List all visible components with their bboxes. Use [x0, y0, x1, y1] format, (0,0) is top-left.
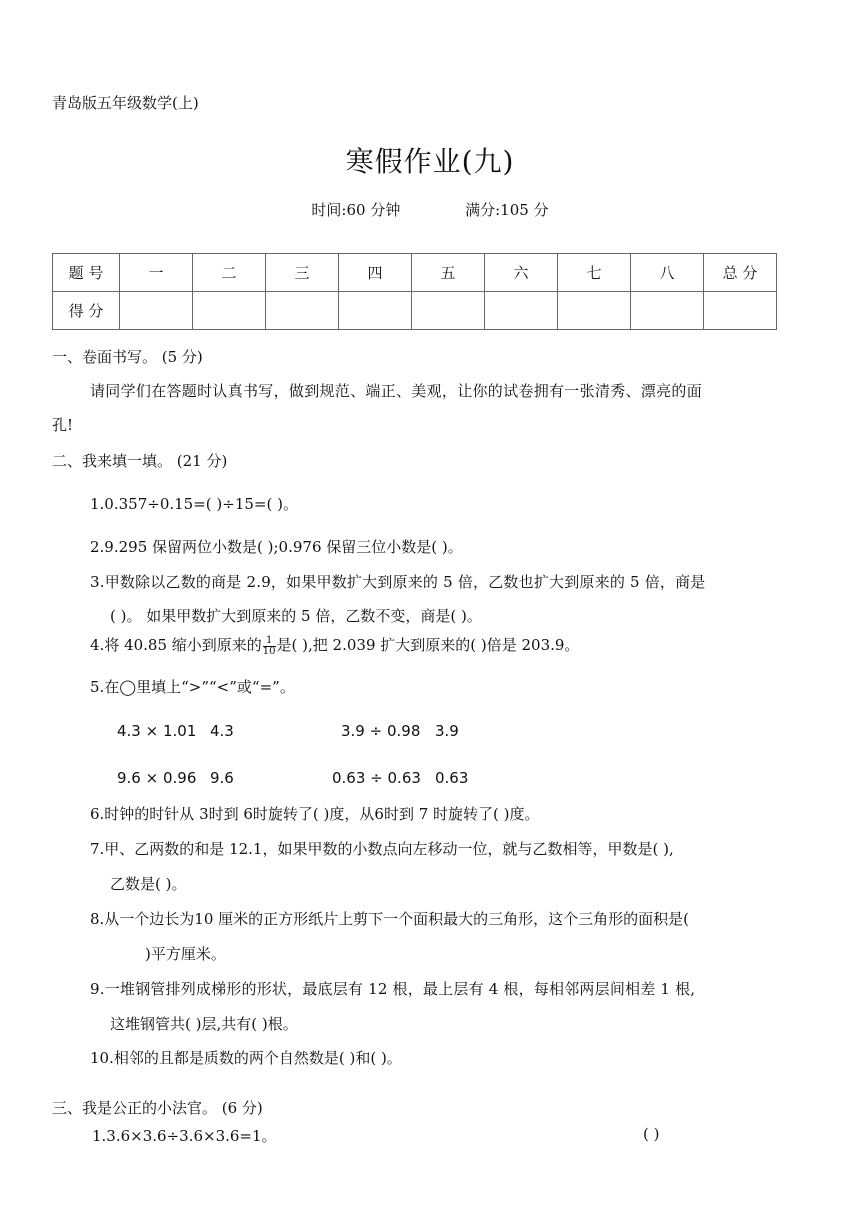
question-7-line1: 7.甲、乙两数的和是 12.1，如果甲数的小数点向左移动一位，就与乙数相等，甲数是( ), [90, 840, 674, 858]
score-input-2[interactable] [193, 292, 266, 330]
compare-item-4-left: 0.63 ÷ 0.63 [332, 769, 421, 787]
compare-item-2-left: 3.9 ÷ 0.98 [341, 722, 421, 740]
fraction-denominator: 10 [262, 645, 276, 657]
time-limit: 时间:60 分钟 [311, 201, 401, 219]
question-9-line1: 9.一堆钢管排列成梯形的形状，最底层有 12 根，最上层有 4 根，每相邻两层间相差 1 根, [90, 980, 696, 998]
score-cell-4: 四 [339, 254, 412, 292]
question-1: 1.0.357÷0.15=( )÷15=( )。 [90, 495, 298, 513]
fraction-one-tenth [263, 636, 276, 657]
score-cell-7: 七 [558, 254, 631, 292]
judge-question-1: 1.3.6×3.6÷3.6×3.6=1。 [92, 1127, 277, 1145]
score-cell-3: 三 [266, 254, 339, 292]
score-cell-6: 六 [485, 254, 558, 292]
score-input-3[interactable] [266, 292, 339, 330]
section1-text-line1: 请同学们在答题时认真书写，做到规范、端正、美观，让你的试卷拥有一张清秀、漂亮的面 [90, 382, 703, 400]
question-9-line2: 这堆钢管共( )层,共有( )根。 [110, 1015, 298, 1033]
question-4-after: 是( ),把 2.039 扩大到原来的( )倍是 203.9。 [276, 636, 580, 654]
question-6: 6.时钟的时针从 3时到 6时旋转了( )度，从6时到 7 时旋转了( )度。 [90, 805, 540, 823]
score-input-1[interactable] [120, 292, 193, 330]
compare-item-3-right: 9.6 [210, 769, 234, 787]
score-cell-2: 二 [193, 254, 266, 292]
question-3-line2: ( )。 如果甲数扩大到原来的 5 倍，乙数不变，商是( )。 [110, 607, 482, 625]
score-input-6[interactable] [485, 292, 558, 330]
score-cell-label: 题 号 [53, 254, 120, 292]
score-input-7[interactable] [558, 292, 631, 330]
score-input-4[interactable] [339, 292, 412, 330]
score-cell-5: 五 [412, 254, 485, 292]
question-3-line1: 3.甲数除以乙数的商是 2.9，如果甲数扩大到原来的 5 倍，乙数也扩大到原来的 5 倍，商是 [90, 573, 706, 591]
question-4-before: 4.将 40.85 缩小到原来的 [90, 636, 262, 654]
score-input-5[interactable] [412, 292, 485, 330]
question-7-line2: 乙数是( )。 [110, 875, 187, 893]
section3-heading: 三、我是公正的小法官。 (6 分) [52, 1099, 263, 1117]
fraction-numerator: 1 [263, 636, 276, 647]
score-table [52, 253, 777, 330]
judge-answer-bracket-1[interactable]: ( ) [643, 1125, 660, 1143]
full-score: 满分:105 分 [465, 201, 549, 219]
score-row-label: 得 分 [53, 292, 120, 330]
question-2: 2.9.295 保留两位小数是( );0.976 保留三位小数是( )。 [90, 538, 463, 556]
section1-text-line2: 孔! [52, 416, 74, 434]
score-cell-total: 总 分 [704, 254, 777, 292]
section2-heading: 二、我来填一填。 (21 分) [52, 452, 228, 470]
exam-meta [0, 199, 860, 220]
score-input-total[interactable] [704, 292, 777, 330]
question-8-line2: )平方厘米。 [145, 945, 226, 963]
section1-heading: 一、卷面书写。 (5 分) [52, 348, 203, 366]
compare-item-1-left: 4.3 × 1.01 [117, 722, 197, 740]
score-cell-1: 一 [120, 254, 193, 292]
question-5: 5.在◯里填上“>”“<”或“=”。 [90, 678, 295, 696]
question-8-line1: 8.从一个边长为10 厘米的正方形纸片上剪下一个面积最大的三角形，这个三角形的面积是( [90, 910, 690, 928]
score-cell-8: 八 [631, 254, 704, 292]
question-10: 10.相邻的且都是质数的两个自然数是( )和( )。 [90, 1049, 402, 1067]
question-4 [90, 634, 579, 657]
compare-item-4-right: 0.63 [435, 769, 469, 787]
score-input-8[interactable] [631, 292, 704, 330]
subject-label: 青岛版五年级数学(上) [52, 94, 199, 112]
compare-item-3-left: 9.6 × 0.96 [117, 769, 197, 787]
score-table-header-row [53, 254, 777, 292]
score-table-score-row [53, 292, 777, 330]
compare-item-1-right: 4.3 [210, 722, 234, 740]
compare-item-2-right: 3.9 [435, 722, 459, 740]
page-title: 寒假作业(九) [345, 145, 515, 178]
